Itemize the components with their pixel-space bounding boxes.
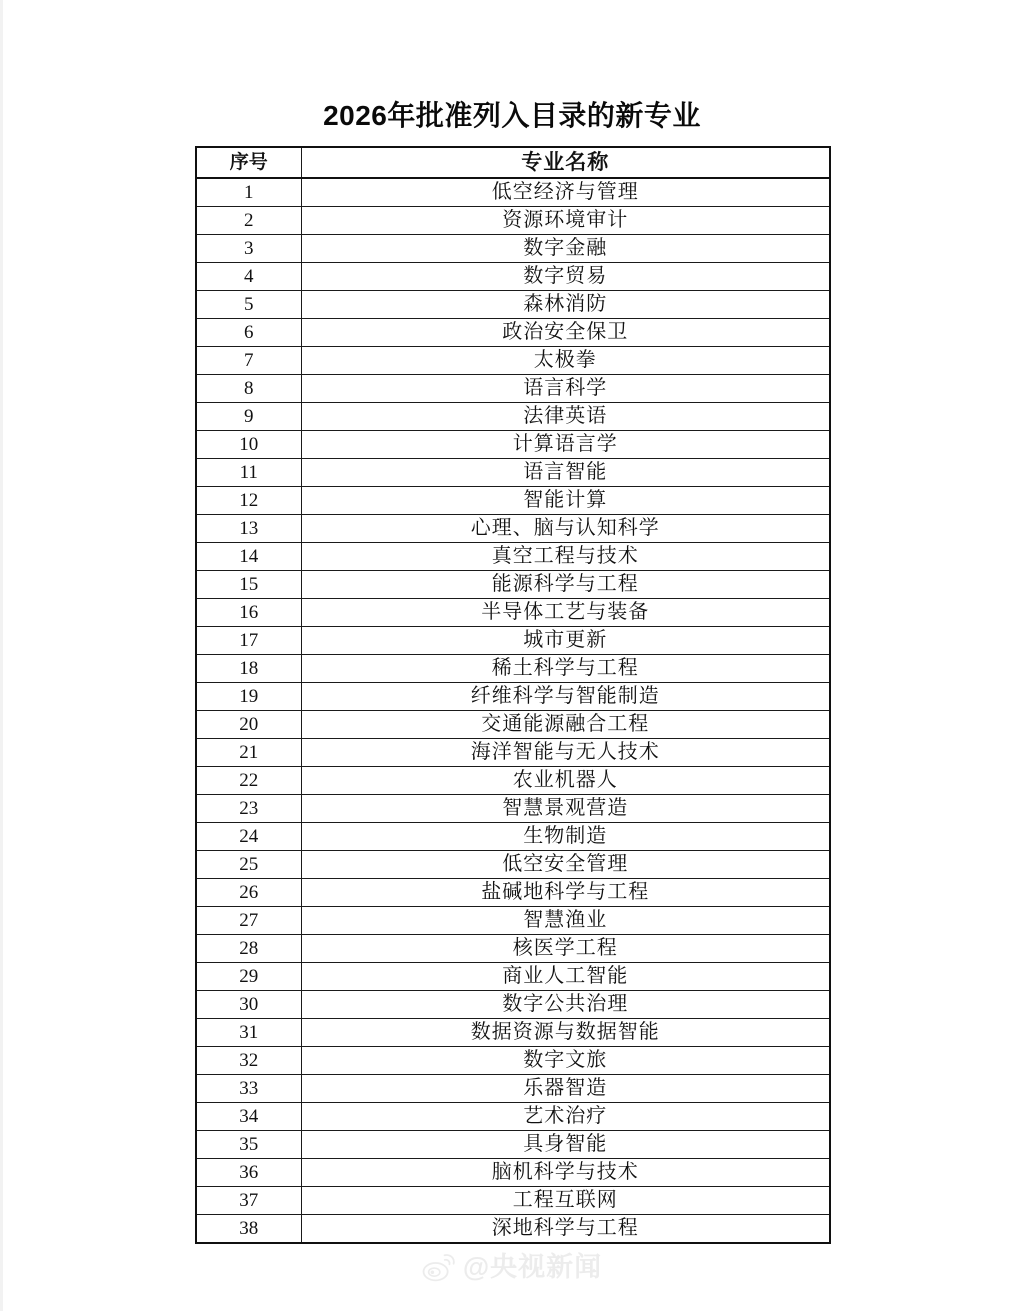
table-row	[196, 403, 830, 431]
cell-major-name: 交通能源融合工程	[301, 711, 830, 739]
cell-major-name: 数字金融	[301, 235, 830, 263]
cell-index: 1	[196, 178, 301, 207]
cell-index: 29	[196, 963, 301, 991]
table-row	[196, 599, 830, 627]
cell-major-name: 智能计算	[301, 487, 830, 515]
table-row	[196, 627, 830, 655]
cell-index: 15	[196, 571, 301, 599]
column-header-name: 专业名称	[301, 147, 830, 178]
table-row	[196, 571, 830, 599]
cell-index: 33	[196, 1075, 301, 1103]
cell-index: 3	[196, 235, 301, 263]
scan-edge	[0, 0, 3, 1311]
cell-major-name: 政治安全保卫	[301, 319, 830, 347]
table-row	[196, 1131, 830, 1159]
table-row	[196, 683, 830, 711]
cell-major-name: 心理、脑与认知科学	[301, 515, 830, 543]
table-row	[196, 935, 830, 963]
cell-major-name: 工程互联网	[301, 1187, 830, 1215]
cell-index: 2	[196, 207, 301, 235]
cell-index: 30	[196, 991, 301, 1019]
cell-major-name: 太极拳	[301, 347, 830, 375]
cell-major-name: 法律英语	[301, 403, 830, 431]
cell-major-name: 低空安全管理	[301, 851, 830, 879]
cell-index: 31	[196, 1019, 301, 1047]
cell-major-name: 艺术治疗	[301, 1103, 830, 1131]
table-body	[196, 178, 830, 1243]
cell-major-name: 乐器智造	[301, 1075, 830, 1103]
majors-table-container	[195, 146, 829, 1244]
cell-index: 6	[196, 319, 301, 347]
cell-index: 4	[196, 263, 301, 291]
table-row	[196, 1047, 830, 1075]
cell-major-name: 农业机器人	[301, 767, 830, 795]
cell-major-name: 纤维科学与智能制造	[301, 683, 830, 711]
cell-major-name: 低空经济与管理	[301, 178, 830, 207]
weibo-watermark	[0, 1252, 1024, 1282]
cell-major-name: 具身智能	[301, 1131, 830, 1159]
table-row	[196, 291, 830, 319]
cell-major-name: 语言科学	[301, 375, 830, 403]
majors-table	[195, 146, 831, 1244]
table-row	[196, 347, 830, 375]
table-row	[196, 1159, 830, 1187]
table-row	[196, 459, 830, 487]
table-row	[196, 178, 830, 207]
cell-index: 13	[196, 515, 301, 543]
cell-major-name: 资源环境审计	[301, 207, 830, 235]
cell-major-name: 生物制造	[301, 823, 830, 851]
table-row	[196, 375, 830, 403]
cell-index: 23	[196, 795, 301, 823]
cell-index: 5	[196, 291, 301, 319]
cell-major-name: 半导体工艺与装备	[301, 599, 830, 627]
table-header	[196, 147, 830, 178]
table-row	[196, 739, 830, 767]
table-row	[196, 991, 830, 1019]
cell-index: 21	[196, 739, 301, 767]
cell-major-name: 智慧景观营造	[301, 795, 830, 823]
cell-index: 34	[196, 1103, 301, 1131]
cell-index: 35	[196, 1131, 301, 1159]
cell-index: 7	[196, 347, 301, 375]
table-row	[196, 1215, 830, 1244]
cell-index: 32	[196, 1047, 301, 1075]
cell-major-name: 数字公共治理	[301, 991, 830, 1019]
cell-index: 27	[196, 907, 301, 935]
cell-index: 37	[196, 1187, 301, 1215]
cell-index: 25	[196, 851, 301, 879]
cell-major-name: 语言智能	[301, 459, 830, 487]
cell-major-name: 真空工程与技术	[301, 543, 830, 571]
watermark-text: @央视新闻	[462, 1251, 603, 1282]
table-row	[196, 711, 830, 739]
cell-major-name: 城市更新	[301, 627, 830, 655]
cell-index: 20	[196, 711, 301, 739]
table-row	[196, 795, 830, 823]
table-row	[196, 655, 830, 683]
table-row	[196, 879, 830, 907]
cell-index: 12	[196, 487, 301, 515]
table-row	[196, 319, 830, 347]
cell-index: 14	[196, 543, 301, 571]
cell-major-name: 稀土科学与工程	[301, 655, 830, 683]
table-row	[196, 823, 830, 851]
table-row	[196, 1075, 830, 1103]
table-row	[196, 963, 830, 991]
table-row	[196, 487, 830, 515]
cell-index: 36	[196, 1159, 301, 1187]
cell-index: 11	[196, 459, 301, 487]
cell-major-name: 数据资源与数据智能	[301, 1019, 830, 1047]
cell-major-name: 计算语言学	[301, 431, 830, 459]
cell-index: 10	[196, 431, 301, 459]
cell-major-name: 能源科学与工程	[301, 571, 830, 599]
table-row	[196, 431, 830, 459]
cell-index: 17	[196, 627, 301, 655]
cell-major-name: 数字文旅	[301, 1047, 830, 1075]
cell-major-name: 数字贸易	[301, 263, 830, 291]
cell-major-name: 脑机科学与技术	[301, 1159, 830, 1187]
table-row	[196, 1187, 830, 1215]
table-row	[196, 851, 830, 879]
table-row	[196, 907, 830, 935]
cell-index: 22	[196, 767, 301, 795]
cell-index: 24	[196, 823, 301, 851]
cell-index: 19	[196, 683, 301, 711]
cell-index: 38	[196, 1215, 301, 1244]
table-row	[196, 767, 830, 795]
cell-major-name: 商业人工智能	[301, 963, 830, 991]
cell-index: 16	[196, 599, 301, 627]
cell-index: 8	[196, 375, 301, 403]
cell-index: 9	[196, 403, 301, 431]
table-header-row	[196, 147, 830, 178]
cell-index: 18	[196, 655, 301, 683]
cell-index: 26	[196, 879, 301, 907]
cell-major-name: 海洋智能与无人技术	[301, 739, 830, 767]
page-title: 2026年批准列入目录的新专业	[323, 100, 701, 131]
column-header-index: 序号	[196, 147, 301, 178]
table-row	[196, 1103, 830, 1131]
cell-major-name: 深地科学与工程	[301, 1215, 830, 1244]
table-row	[196, 207, 830, 235]
table-row	[196, 1019, 830, 1047]
table-row	[196, 515, 830, 543]
cell-major-name: 智慧渔业	[301, 907, 830, 935]
cell-index: 28	[196, 935, 301, 963]
weibo-logo-icon	[422, 1252, 456, 1282]
table-row	[196, 235, 830, 263]
cell-major-name: 森林消防	[301, 291, 830, 319]
cell-major-name: 核医学工程	[301, 935, 830, 963]
table-row	[196, 263, 830, 291]
table-row	[196, 543, 830, 571]
cell-major-name: 盐碱地科学与工程	[301, 879, 830, 907]
